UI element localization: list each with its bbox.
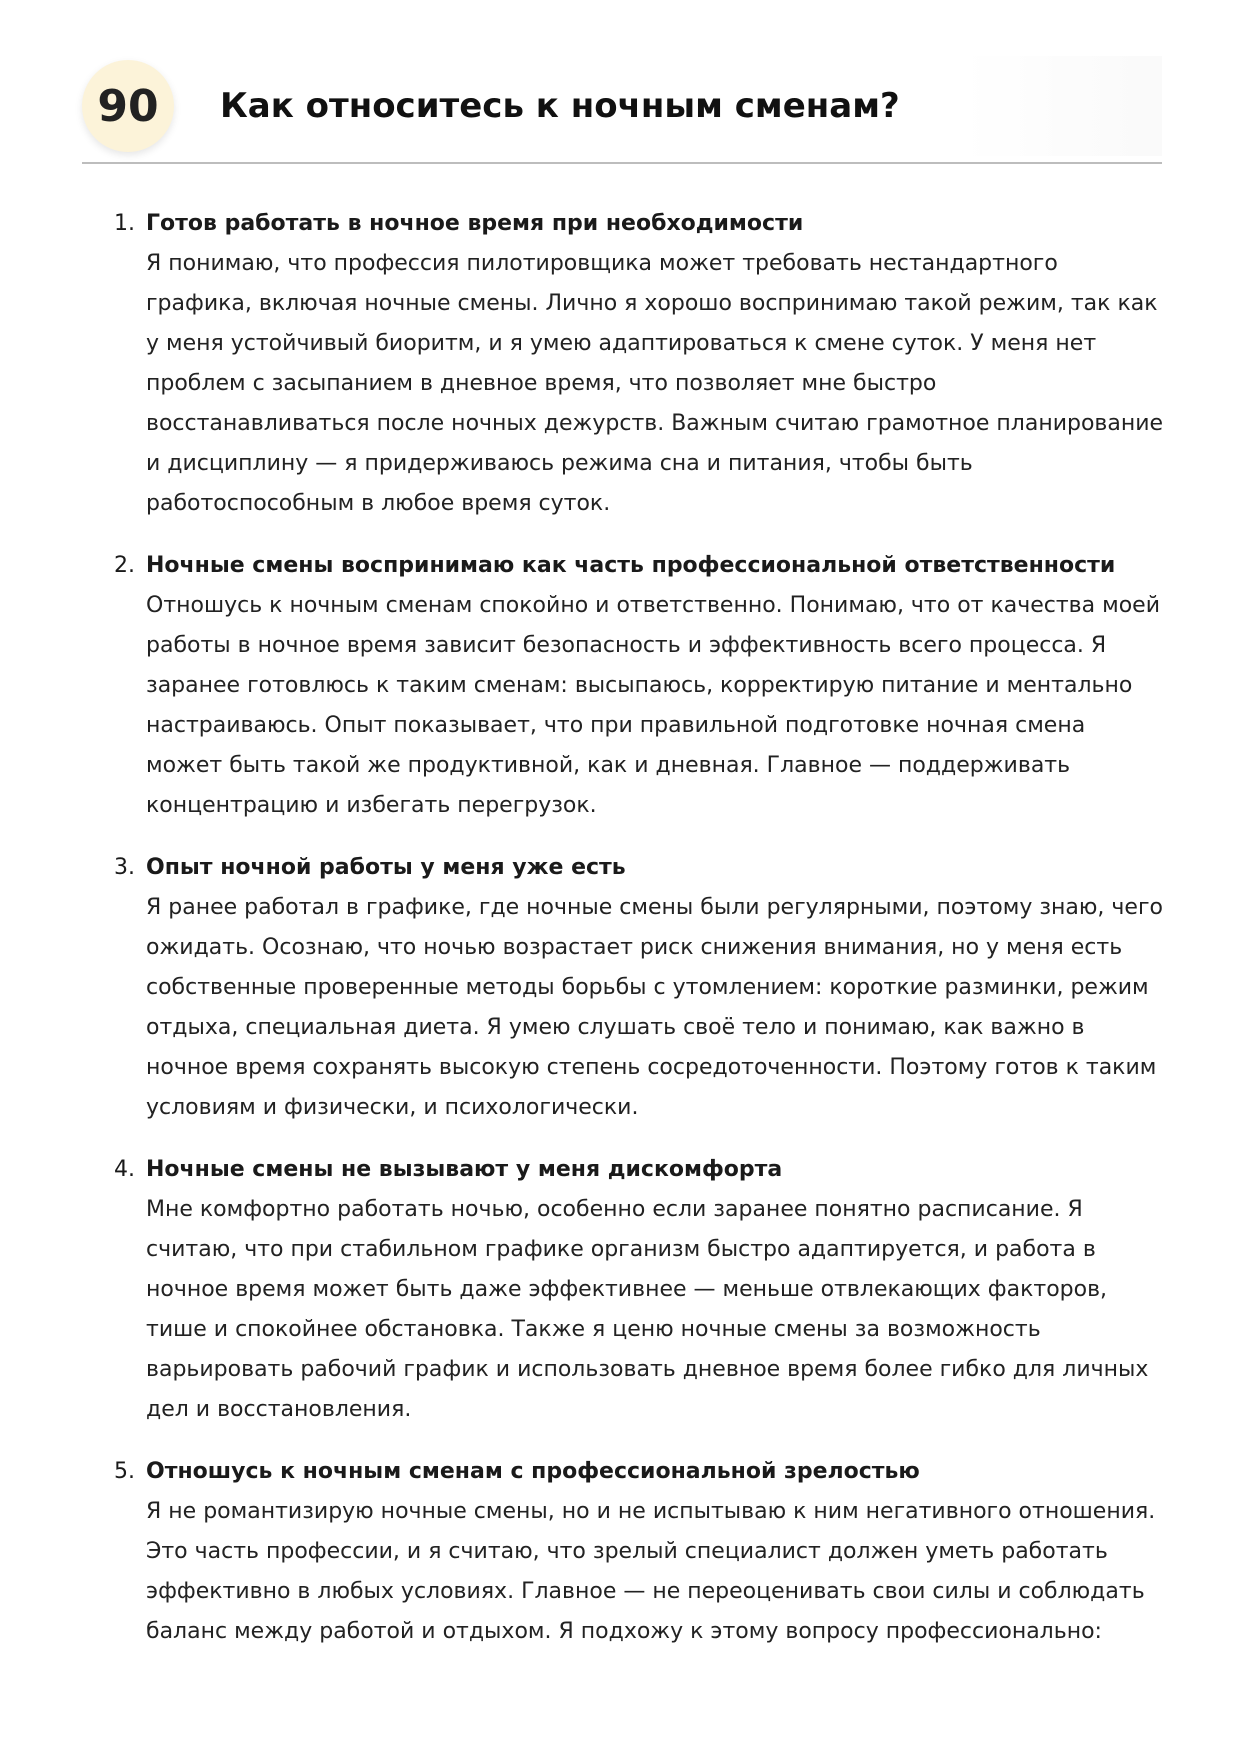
question-number-badge: 90	[82, 60, 174, 152]
answer-number: 3.	[114, 855, 135, 880]
answer-number: 2.	[114, 553, 135, 578]
answer-item	[114, 546, 1166, 826]
answer-number: 5.	[114, 1459, 135, 1484]
answer-item	[114, 1452, 1166, 1652]
answer-number: 1.	[114, 211, 135, 236]
question-title: Как относитесь к ночным сменам?	[220, 86, 900, 126]
answer-title: Ночные смены не вызывают у меня дискомфорта	[146, 1157, 783, 1182]
answer-text: Мне комфортно работать ночью, особенно если заранее понятно расписание. Я считаю, что при стабильном графике организм быстро адаптируется, и работа в ночное время может быть даже эффективнее — меньше отвлекающих факторов, тише и спокойнее обстановка. Также я ценю ночные смены за возможность варьировать рабочий график и использовать дневное время более гибко для личных дел и восстановления.	[146, 1197, 1149, 1422]
answer-item	[114, 848, 1166, 1128]
answer-title: Готов работать в ночное время при необходимости	[146, 211, 804, 236]
answer-number: 4.	[114, 1157, 135, 1182]
answer-heading	[114, 546, 1166, 586]
answer-text: Я понимаю, что профессия пилотировщика может требовать нестандартного графика, включая ночные смены. Лично я хорошо воспринимаю такой режим, так как у меня устойчивый биоритм, и я умею адаптироваться к смене суток. У меня нет проблем с засыпанием в дневное время, что позволяет мне быстро восстанавливаться после ночных дежурств. Важным считаю грамотное планирование и дисциплину — я придерживаюсь режима сна и питания, чтобы быть работоспособным в любое время суток.	[146, 251, 1164, 516]
question-header	[82, 56, 1162, 164]
answer-title: Опыт ночной работы у меня уже есть	[146, 855, 626, 880]
answer-title: Отношусь к ночным сменам с профессиональной зрелостью	[146, 1459, 920, 1484]
answer-text: Отношусь к ночным сменам спокойно и ответственно. Понимаю, что от качества моей работы в ночное время зависит безопасность и эффективность всего процесса. Я заранее готовлюсь к таким сменам: высыпаюсь, корректирую питание и ментально настраиваюсь. Опыт показывает, что при правильной подготовке ночная смена может быть такой же продуктивной, как и дневная. Главное — поддерживать концентрацию и избегать перегрузок.	[146, 593, 1161, 818]
header-shade	[962, 56, 1162, 156]
answer-title: Ночные смены воспринимаю как часть профессиональной ответственности	[146, 553, 1116, 578]
answer-item	[114, 204, 1166, 524]
answer-text: Я ранее работал в графике, где ночные смены были регулярными, поэтому знаю, чего ожидать. Осознаю, что ночью возрастает риск снижения внимания, но у меня есть собственные проверенные методы борьбы с утомлением: короткие разминки, режим отдыха, специальная диета. Я умею слушать своё тело и понимаю, как важно в ночное время сохранять высокую степень сосредоточенности. Поэтому готов к таким условиям и физически, и психологически.	[146, 895, 1163, 1120]
answer-heading	[114, 1452, 1166, 1492]
answer-heading	[114, 848, 1166, 888]
answer-text: Я не романтизирую ночные смены, но и не испытываю к ним негативного отношения. Это часть профессии, и я считаю, что зрелый специалист должен уметь работать эффективно в любых условиях. Главное — не переоценивать свои силы и соблюдать баланс между работой и отдыхом. Я подхожу к этому вопросу профессионально:	[146, 1499, 1156, 1644]
answer-item	[114, 1150, 1166, 1430]
answer-heading	[114, 1150, 1166, 1190]
answer-heading	[114, 204, 1166, 244]
answer-list	[114, 204, 1166, 1674]
